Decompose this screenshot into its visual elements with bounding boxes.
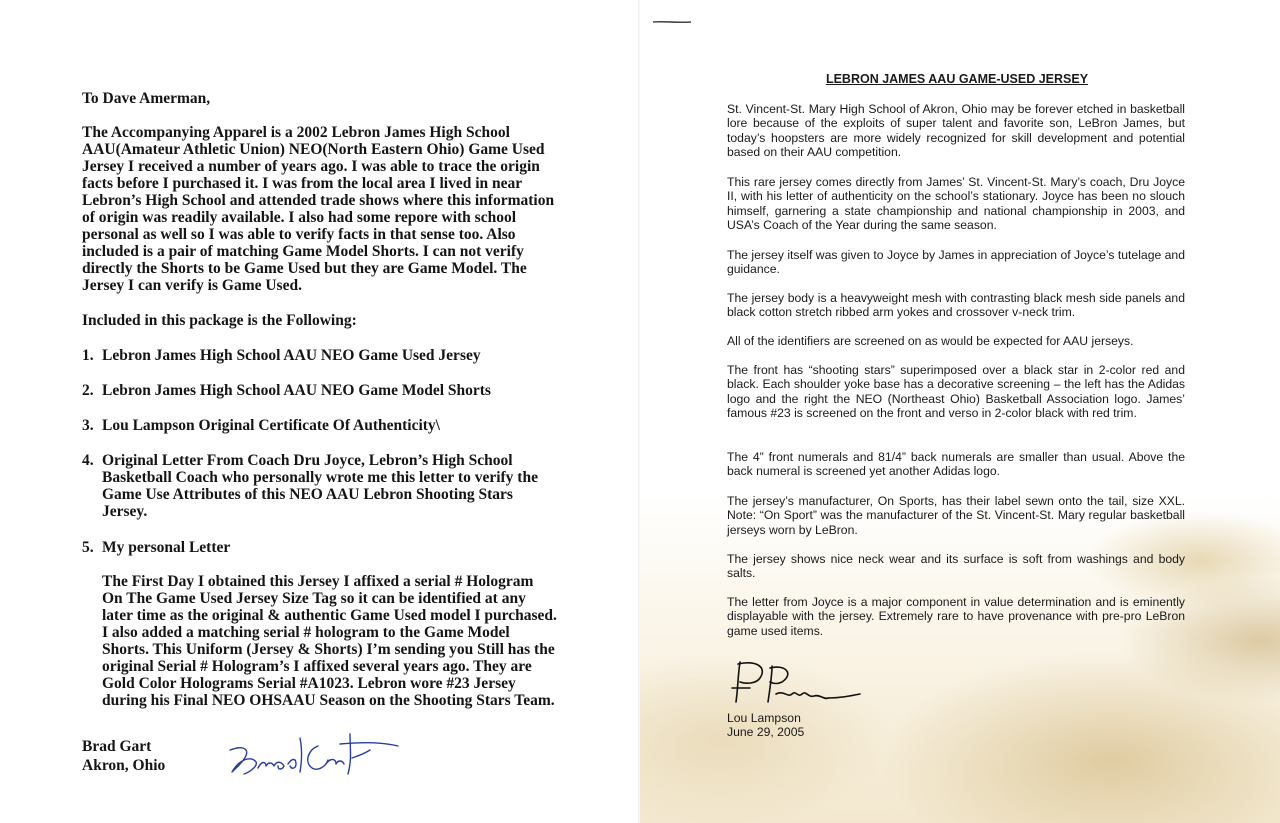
certificate-paragraph: This rare jersey comes directly from James’ St. Vincent-St. Mary’s coach, Dru Joyce II, with his letter of authenticity on the school’s stationary. Joyce has been no slouch himself, garnering a state championship and national championship in 2003, and USA’s Coach of the Year during the same season. — [727, 175, 1185, 233]
list-item-text: Lou Lampson Original Certificate Of Authenticity\ — [102, 417, 440, 434]
list-item-number: 4. — [82, 452, 94, 469]
certificate-paragraph: The front has “shooting stars” superimposed over a black star in 2-color red and black. Each shoulder yoke base has a decorative screening – the left has the Adidas logo and the right the NEO (Northeast Ohio) Basketball Association logo. James’ famous #23 is screened on the front and verso in 2-color black with red trim. — [727, 363, 1185, 421]
staple-mark-icon — [652, 18, 692, 26]
sender-city: Akron, Ohio — [82, 757, 166, 774]
certificate-paragraph: The jersey shows nice neck wear and its surface is soft from washings and body salts. — [727, 552, 1185, 581]
certificate-paragraph: All of the identifiers are screened on as would be expected for AAU jerseys. — [727, 334, 1134, 348]
list-item-text: Original Letter From Coach Dru Joyce, Lebron’s High School Basketball Coach who personally wrote me this letter to verify the Game Use Attributes of this NEO AAU Lebron Shooting Stars Jersey. — [102, 452, 538, 520]
included-heading: Included in this package is the Following: — [82, 312, 357, 329]
list-item-text: Lebron James High School AAU NEO Game Model Shorts — [102, 382, 491, 399]
signature-icon — [728, 658, 863, 708]
list-item-text: My personal Letter — [102, 539, 231, 556]
certificate-paragraph: The 4” front numerals and 81/4” back numerals are smaller than usual. Above the back numeral is screened yet another Adidas logo. — [727, 450, 1185, 479]
intro-paragraph: The Accompanying Apparel is a 2002 Lebron James High School AAU(Amateur Athletic Union) NEO(North Eastern Ohio) Game Used Jersey I received a number of years ago. I was able to trace the origin facts before I purchased it. I was from the local area I lived in near Lebron’s High School and attended trade shows where this information of origin was readily available. I also had some repore with school personal as well so I was able to verify facts in that sense too. Also included is a pair of matching Game Model Shorts. I can not verify directly the Shorts to be Game Used but they are Game Model. The Jersey I can verify is Game Used. — [82, 124, 555, 294]
salutation: To Dave Amerman, — [82, 90, 211, 107]
personal-paragraph: The First Day I obtained this Jersey I affixed a serial # Hologram On The Game Used Jersey Size Tag so it can be identified at any later time as the original & authentic Game Used model I purchased. I also added a matching serial # hologram to the Game Model Shorts. This Uniform (Jersey & Shorts) I’m sending you Still has the original Serial # Hologram’s I affixed several years ago. They are Gold Color Holograms Serial #A1023. Lebron wore #23 Jersey during his Final NEO OHSAAU Season on the Shooting Stars Team. — [102, 573, 557, 709]
list-item-number: 2. — [82, 382, 94, 399]
list-item-number: 1. — [82, 347, 94, 364]
sender-name: Brad Gart — [82, 738, 152, 755]
signer-name: Lou Lampson — [727, 711, 801, 725]
certificate-paragraph: The jersey’s manufacturer, On Sports, has their label sewn onto the tail, size XXL. Note: “On Sport” was the manufacturer of the St. Vincent-St. Mary regular basketball jerseys worn by LeBron. — [727, 494, 1185, 537]
certificate-page — [640, 0, 1280, 823]
certificate-paragraph: St. Vincent-St. Mary High School of Akron, Ohio may be forever etched in basketball lore because of the exploits of super talent and favorite son, LeBron James, but today’s hoopsters are more widely recognized for skill development and potential based on their AAU competition. — [727, 102, 1185, 160]
certificate-paragraph: The jersey body is a heavyweight mesh with contrasting black mesh side panels and black cotton stretch ribbed arm yokes and crossover v-neck trim. — [727, 291, 1185, 320]
signer-date: June 29, 2005 — [727, 725, 805, 739]
list-item-text: Lebron James High School AAU NEO Game Used Jersey — [102, 347, 481, 364]
signature-icon — [222, 728, 402, 783]
certificate-title: LEBRON JAMES AAU GAME-USED JERSEY — [825, 72, 1089, 86]
certificate-paragraph: The letter from Joyce is a major component in value determination and is eminently displayable with the jersey. Extremely rare to have provenance with pre-pro LeBron game used items. — [727, 595, 1185, 638]
certificate-paragraph: The jersey itself was given to Joyce by James in appreciation of Joyce’s tutelage and guidance. — [727, 248, 1185, 277]
list-item-number: 3. — [82, 417, 94, 434]
list-item-number: 5. — [82, 539, 94, 556]
